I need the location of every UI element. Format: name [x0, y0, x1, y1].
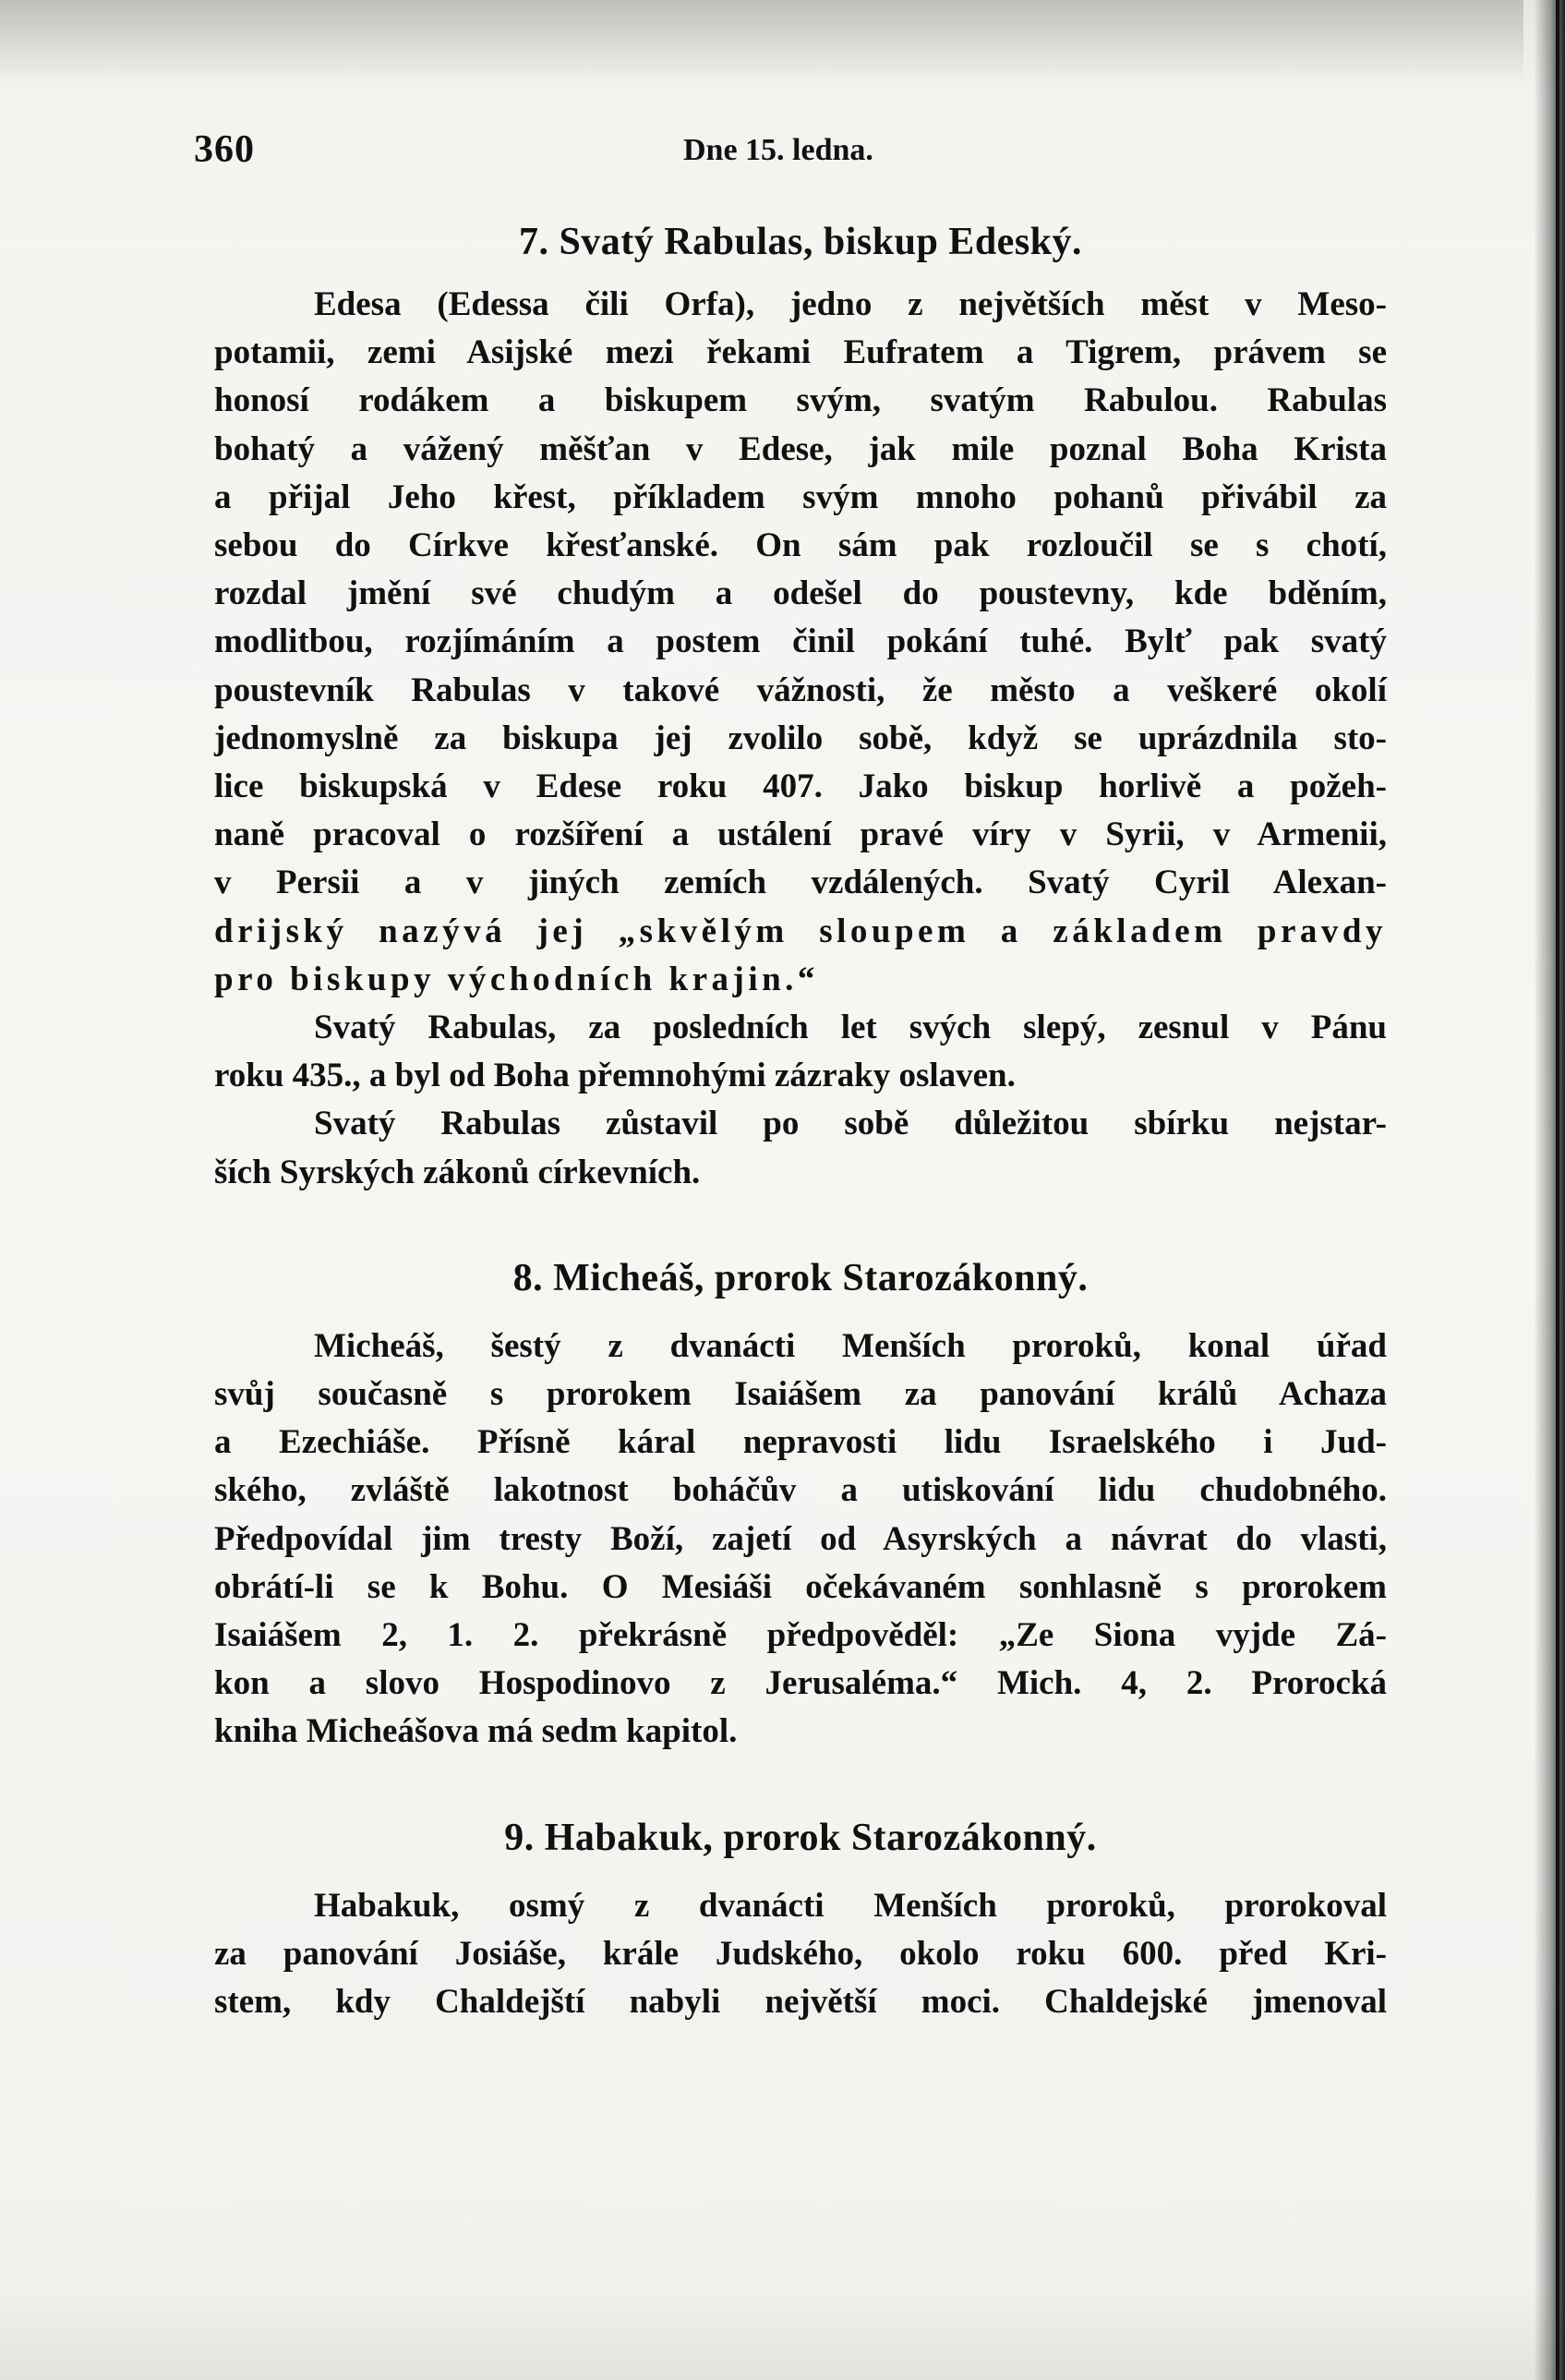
- text-line: Svatý Rabulas zůstavil po sobě důležitou sbírku nejstar-: [314, 1105, 1387, 1143]
- text-line: ších Syrských zákonů církevních.: [214, 1153, 701, 1191]
- text-line: roku 435., a byl od Boha přemnohými zázraky oslaven.: [214, 1057, 1016, 1095]
- text-line: rozdal jmění své chudým a odešel do poustevny, kde bděním,: [214, 574, 1387, 613]
- scan-edge-shadow: [1534, 0, 1565, 2380]
- text-line: v Persii a v jiných zemích vzdálených. Svatý Cyril Alexan-: [214, 864, 1387, 902]
- paragraph-rabulas-3: [214, 1100, 1387, 1196]
- text-line: sebou do Církve křesťanské. On sám pak rozloučil se s chotí,: [214, 526, 1387, 565]
- text-line: obrátí-li se k Bohu. O Mesiáši očekávaném sonhlasně s prorokem: [214, 1567, 1387, 1606]
- page-number: 360: [194, 128, 255, 171]
- scan-edge-line: [1556, 0, 1559, 2380]
- paragraph-rabulas-1: [214, 281, 1387, 1004]
- text-line: Předpovídal jim tresty Boží, zajetí od Asyrských a návrat do vlasti,: [214, 1519, 1387, 1558]
- text-line: honosí rodákem a biskupem svým, svatým Rabulou. Rabulas: [214, 381, 1387, 420]
- text-line: kniha Micheášova má sedm kapitol.: [214, 1712, 738, 1751]
- page-header: [194, 127, 1394, 183]
- running-head: Dne 15. ledna.: [683, 133, 873, 167]
- text-line: modlitbou, rozjímáním a postem činil pokání tuhé. Bylť pak svatý: [214, 622, 1387, 661]
- paragraph-habakuk: [214, 1882, 1387, 2027]
- page-body: [214, 212, 1387, 2026]
- text-line: Isaiášem 2, 1. 2. překrásně předpověděl: „Ze Siona vyjde Zá-: [214, 1616, 1387, 1655]
- text-line: jednomyslně za biskupa jej zvolilo sobě, když se uprázdnila sto-: [214, 719, 1387, 757]
- text-line: Edesa (Edessa čili Orfa), jedno z největších měst v Meso-: [314, 285, 1387, 323]
- text-line: bohatý a vážený měšťan v Edese, jak mile poznal Boha Krista: [214, 429, 1387, 468]
- text-line: Svatý Rabulas, za posledních let svých slepý, zesnul v Pánu: [314, 1009, 1387, 1047]
- text-line: kon a slovo Hospodinovo z Jerusaléma.“ Mich. 4, 2. Prorocká: [214, 1664, 1387, 1703]
- text-line: Micheáš, šestý z dvanácti Menších proroků, konal úřad: [314, 1326, 1387, 1365]
- section-title-rabulas: 7. Svatý Rabulas, biskup Edeský.: [518, 221, 1083, 263]
- text-line: ského, zvláště lakotnost boháčův a utiskování lidu chudobného.: [214, 1471, 1387, 1510]
- text-line: drijský nazývá jej „skvělým sloupem a základem pravdy: [214, 912, 1387, 950]
- text-line: a Ezechiáše. Přísně káral nepravosti lidu Israelského i Jud-: [214, 1423, 1387, 1462]
- text-line: za panování Josiáše, krále Judského, okolo roku 600. před Kri-: [214, 1934, 1387, 1973]
- paragraph-micheas: [214, 1323, 1387, 1757]
- text-line: poustevník Rabulas v takové vážnosti, že město a veškeré okolí: [214, 671, 1387, 709]
- text-line: potamii, zemi Asijské mezi řekami Eufratem a Tigrem, právem se: [214, 333, 1387, 372]
- text-line: Habakuk, osmý z dvanácti Menších proroků, prorokoval: [314, 1886, 1387, 1925]
- text-line: naně pracoval o rozšíření a ustálení pravé víry v Syrii, v Armenii,: [214, 815, 1387, 854]
- section-title-habakuk: 9. Habakuk, prorok Starozákonný.: [504, 1816, 1097, 1859]
- paragraph-rabulas-2: [214, 1004, 1387, 1100]
- section-title-micheas: 8. Micheáš, prorok Starozákonný.: [512, 1256, 1089, 1299]
- text-line: stem, kdy Chaldejští nabyli největší moci. Chaldejské jmenoval: [214, 1983, 1387, 2022]
- text-line: svůj současně s prorokem Isaiášem za panování králů Achaza: [214, 1375, 1387, 1414]
- text-line: pro biskupy východních krajin.“: [214, 960, 819, 998]
- scan-top-shade: [0, 0, 1523, 83]
- text-line: lice biskupská v Edese roku 407. Jako biskup horlivě a požeh-: [214, 767, 1387, 806]
- text-line: a přijal Jeho křest, příkladem svým mnoho pohanů přivábil za: [214, 477, 1387, 516]
